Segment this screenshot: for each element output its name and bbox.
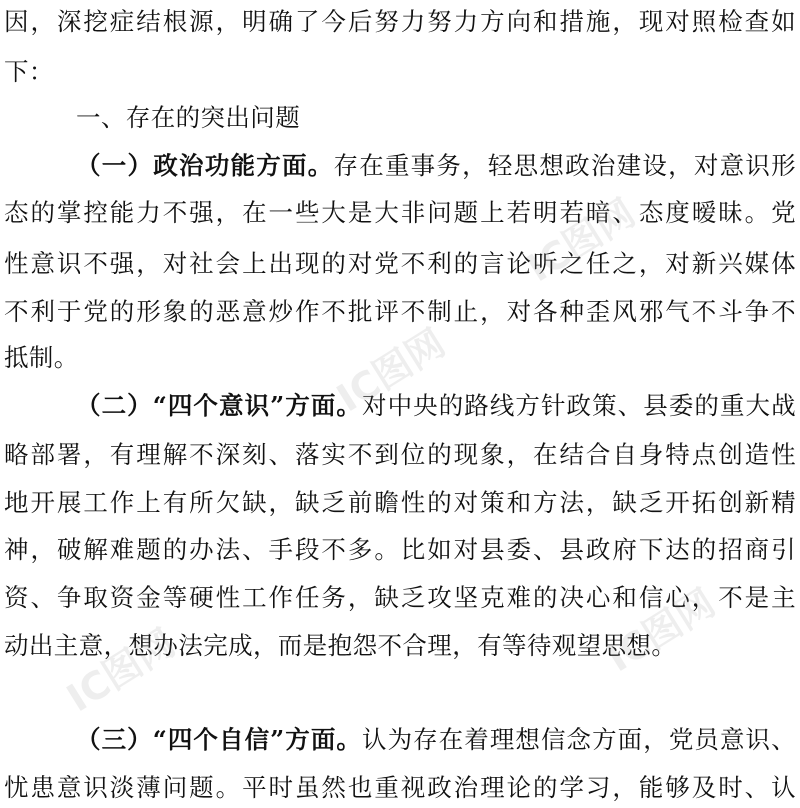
body-line: 下： bbox=[4, 57, 54, 86]
body-line: 地开展工作上有所欠缺，缺乏前瞻性的对策和方法，缺乏开拓创新精 bbox=[4, 488, 796, 517]
paragraph-first-line bbox=[76, 720, 796, 760]
body-line: 不利于党的形象的恶意炒作不批评不制止，对各种歪风邪气不斗争不 bbox=[4, 297, 796, 326]
body-line: 神，破解难题的办法、手段不多。比如对县委、县政府下达的招商引 bbox=[4, 535, 796, 564]
body-line: 略部署，有理解不深刻、落实不到位的现象，在结合自身特点创造性 bbox=[4, 440, 796, 469]
subsection-heading-political-function: （一）政治功能方面。 bbox=[76, 151, 334, 180]
body-line: 因，深挖症结根源，明确了今后努力努力方向和措施，现对照检查如 bbox=[4, 7, 796, 36]
body-text: 存在重事务，轻思想政治建设，对意识形 bbox=[333, 151, 797, 180]
body-line: 性意识不强，对社会上出现的对党不利的言论听之任之，对新兴媒体 bbox=[4, 249, 796, 278]
body-line: 抵制。 bbox=[4, 343, 79, 372]
body-line: 态的掌控能力不强，在一些大是大非问题上若明若暗、态度暧昧。党 bbox=[4, 198, 796, 227]
watermark: IC图网 bbox=[519, 190, 643, 291]
body-line: 忧患意识淡薄问题。平时虽然也重视政治理论的学习，能够及时、认 bbox=[4, 773, 796, 802]
watermark: IC图网 bbox=[329, 320, 453, 421]
paragraph-first-line bbox=[76, 386, 796, 426]
subsection-heading-four-confidence: （三）“四个自信”方面。 bbox=[76, 725, 362, 754]
subsection-heading-four-consciousness: （二）“四个意识”方面。 bbox=[76, 391, 362, 420]
body-line: 资、争取资金等硬性工作任务，缺乏攻坚克难的决心和信心，不是主 bbox=[4, 583, 796, 612]
watermark: IC图网 bbox=[59, 620, 183, 721]
body-line: 动出主意，想办法完成，而是抱怨不合理，有等待观望思想。 bbox=[4, 631, 677, 660]
body-text: 认为存在着理想信念方面，党员意识、 bbox=[362, 725, 796, 754]
section-heading-problems: 一、存在的突出问题 bbox=[76, 103, 301, 132]
watermark: IC图网 bbox=[599, 580, 723, 681]
paragraph-first-line bbox=[76, 146, 796, 186]
body-text: 对中央的路线方针政策、县委的重大战 bbox=[362, 391, 796, 420]
